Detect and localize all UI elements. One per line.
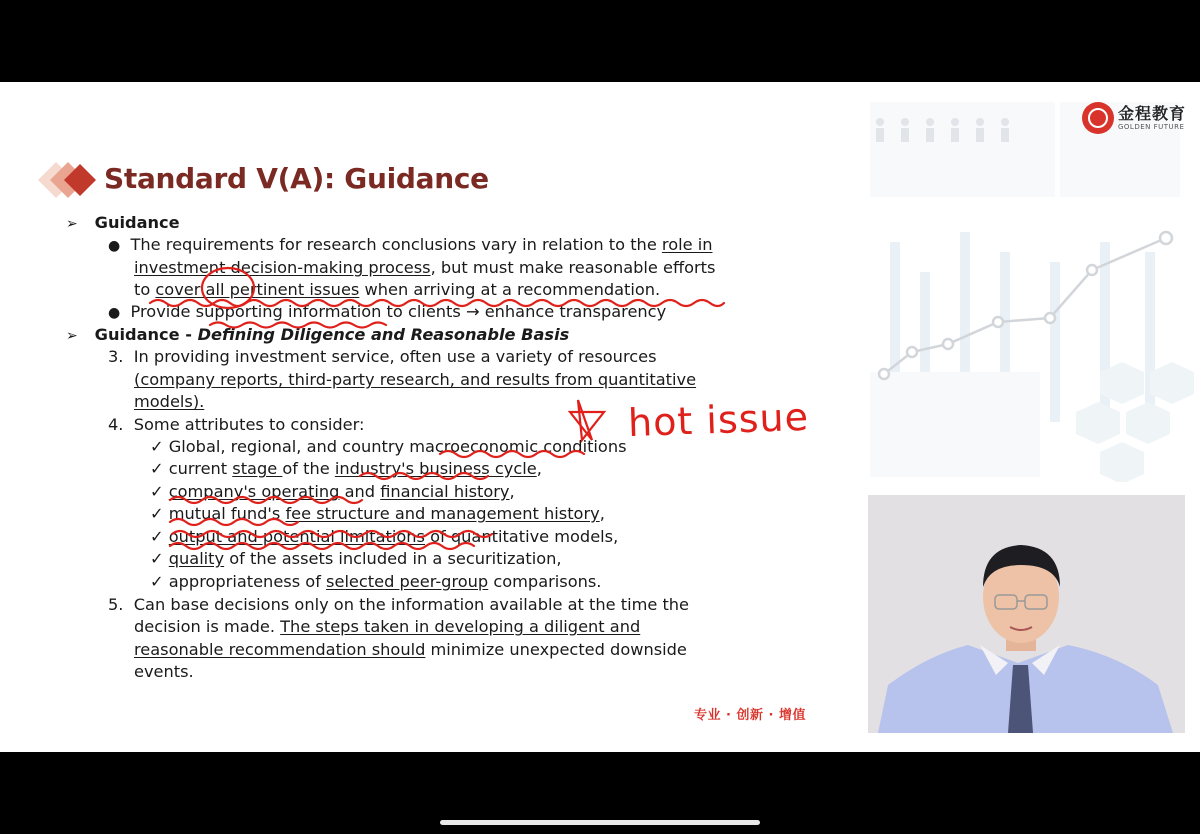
item-text: Can base decisions only on the information available at the time the <box>133 595 690 614</box>
presentation-slide <box>0 82 1200 752</box>
item-continuation <box>134 639 687 662</box>
section-guidance: ➢ Guidance <box>66 213 180 232</box>
item-text: minimize unexpected downside <box>425 640 687 659</box>
underlined-text: reasonable recommendation should <box>134 640 426 659</box>
check-text: of the assets included in a securitization, <box>224 549 562 568</box>
check-text: of quantitative models, <box>425 527 619 546</box>
presenter-figure <box>868 495 1185 733</box>
logo-english-name: GOLDEN FUTURE <box>1118 122 1185 131</box>
numbered-item-4 <box>108 414 364 437</box>
section-heading-italic: Defining Diligence and Reasonable Basis <box>197 325 570 344</box>
bullet-text: , but must make reasonable efforts <box>430 258 716 277</box>
logo-chinese-name: 金程教育 <box>1118 103 1187 123</box>
item-continuation <box>134 661 194 684</box>
bullet-item: ● Provide supporting information to clients → enhance transparency <box>108 302 667 321</box>
check-item <box>150 436 627 459</box>
check-text: , <box>509 482 515 501</box>
check-item <box>150 458 542 481</box>
handwritten-note: hot issue <box>627 394 810 446</box>
bullet-text: The requirements for research conclusions vary in relation to the <box>130 235 662 254</box>
numbered-item-5 <box>108 594 689 617</box>
item-continuation <box>134 616 640 639</box>
underlined-text: cover all pertinent issues <box>155 280 360 299</box>
underlined-text: investment decision-making process <box>134 258 431 277</box>
check-text: comparisons. <box>488 572 602 591</box>
check-text: appropriateness of <box>168 572 327 591</box>
company-logo <box>1082 102 1186 134</box>
check-text: , <box>599 504 605 523</box>
bullet-text: to <box>134 280 156 299</box>
bullet-text: Provide supporting information to clients → enhance transparency <box>130 302 667 321</box>
underlined-text: selected peer-group <box>326 572 489 591</box>
bullet-item: ● The requirements for research conclusions vary in relation to the role in <box>108 235 713 254</box>
check-item <box>150 548 562 571</box>
underlined-text: role in <box>661 235 713 254</box>
item-text: In providing investment service, often use a variety of resources <box>133 347 657 366</box>
checkmark-icon: ✓ <box>150 527 164 546</box>
logo-icon <box>1082 102 1114 134</box>
checkmark-icon: ✓ <box>150 437 164 456</box>
home-indicator[interactable] <box>440 820 760 825</box>
checkmark-icon: ✓ <box>150 482 164 501</box>
item-text: events. <box>134 662 194 681</box>
section-heading: Guidance - <box>94 325 198 344</box>
check-item <box>150 571 601 594</box>
check-item <box>150 481 515 504</box>
presenter-video <box>868 495 1185 733</box>
item-number: 3. <box>108 347 124 366</box>
slogan: 专业 · 创新 · 增值 <box>694 708 806 723</box>
checkmark-icon: ✓ <box>150 504 164 523</box>
top-letterbox <box>0 0 1200 82</box>
check-text: Global, regional, and country macroeconomic conditions <box>168 437 627 456</box>
check-text: mutual fund's <box>168 504 286 523</box>
item-continuation <box>134 391 204 414</box>
underlined-text: The steps taken in developing a diligent and <box>280 617 641 636</box>
underlined-text: models). <box>134 392 205 411</box>
check-text: , <box>536 459 542 478</box>
checkmark-icon: ✓ <box>150 549 164 568</box>
numbered-item-3 <box>108 346 657 369</box>
underlined-text: fee structure and management history <box>285 504 600 523</box>
title-diamond-icon <box>38 160 98 200</box>
underlined-text: quality <box>168 549 225 568</box>
underlined-text: financial history <box>380 482 510 501</box>
bullet-continuation <box>134 257 715 280</box>
check-text: of the <box>282 459 335 478</box>
underlined-text: stage <box>232 459 283 478</box>
item-continuation <box>134 369 696 392</box>
bullet-continuation <box>134 279 660 302</box>
checkmark-icon: ✓ <box>150 459 164 478</box>
check-item <box>150 503 605 526</box>
check-text: current <box>168 459 233 478</box>
bullet-text: when arriving at a recommendation. <box>359 280 661 299</box>
underlined-text: industry's business cycle <box>334 459 537 478</box>
underlined-text: (company reports, third-party research, and results from quantitative <box>134 370 697 389</box>
star-mark <box>570 400 604 440</box>
item-text: decision is made. <box>134 617 281 636</box>
underlined-text: company's operating <box>168 482 340 501</box>
checkmark-icon: ✓ <box>150 572 164 591</box>
check-text: and <box>339 482 381 501</box>
section-heading: Guidance <box>94 213 180 232</box>
section-defining-diligence: ➢ Guidance - Defining Diligence and Reasonable Basis <box>66 325 570 344</box>
item-text: Some attributes to consider: <box>133 415 365 434</box>
item-number: 5. <box>108 595 124 614</box>
slide-title: Standard V(A): Guidance <box>104 162 489 195</box>
background-infographic <box>860 82 1200 482</box>
item-number: 4. <box>108 415 124 434</box>
underlined-text: output and potential limitations <box>168 527 425 546</box>
check-item <box>150 526 618 549</box>
